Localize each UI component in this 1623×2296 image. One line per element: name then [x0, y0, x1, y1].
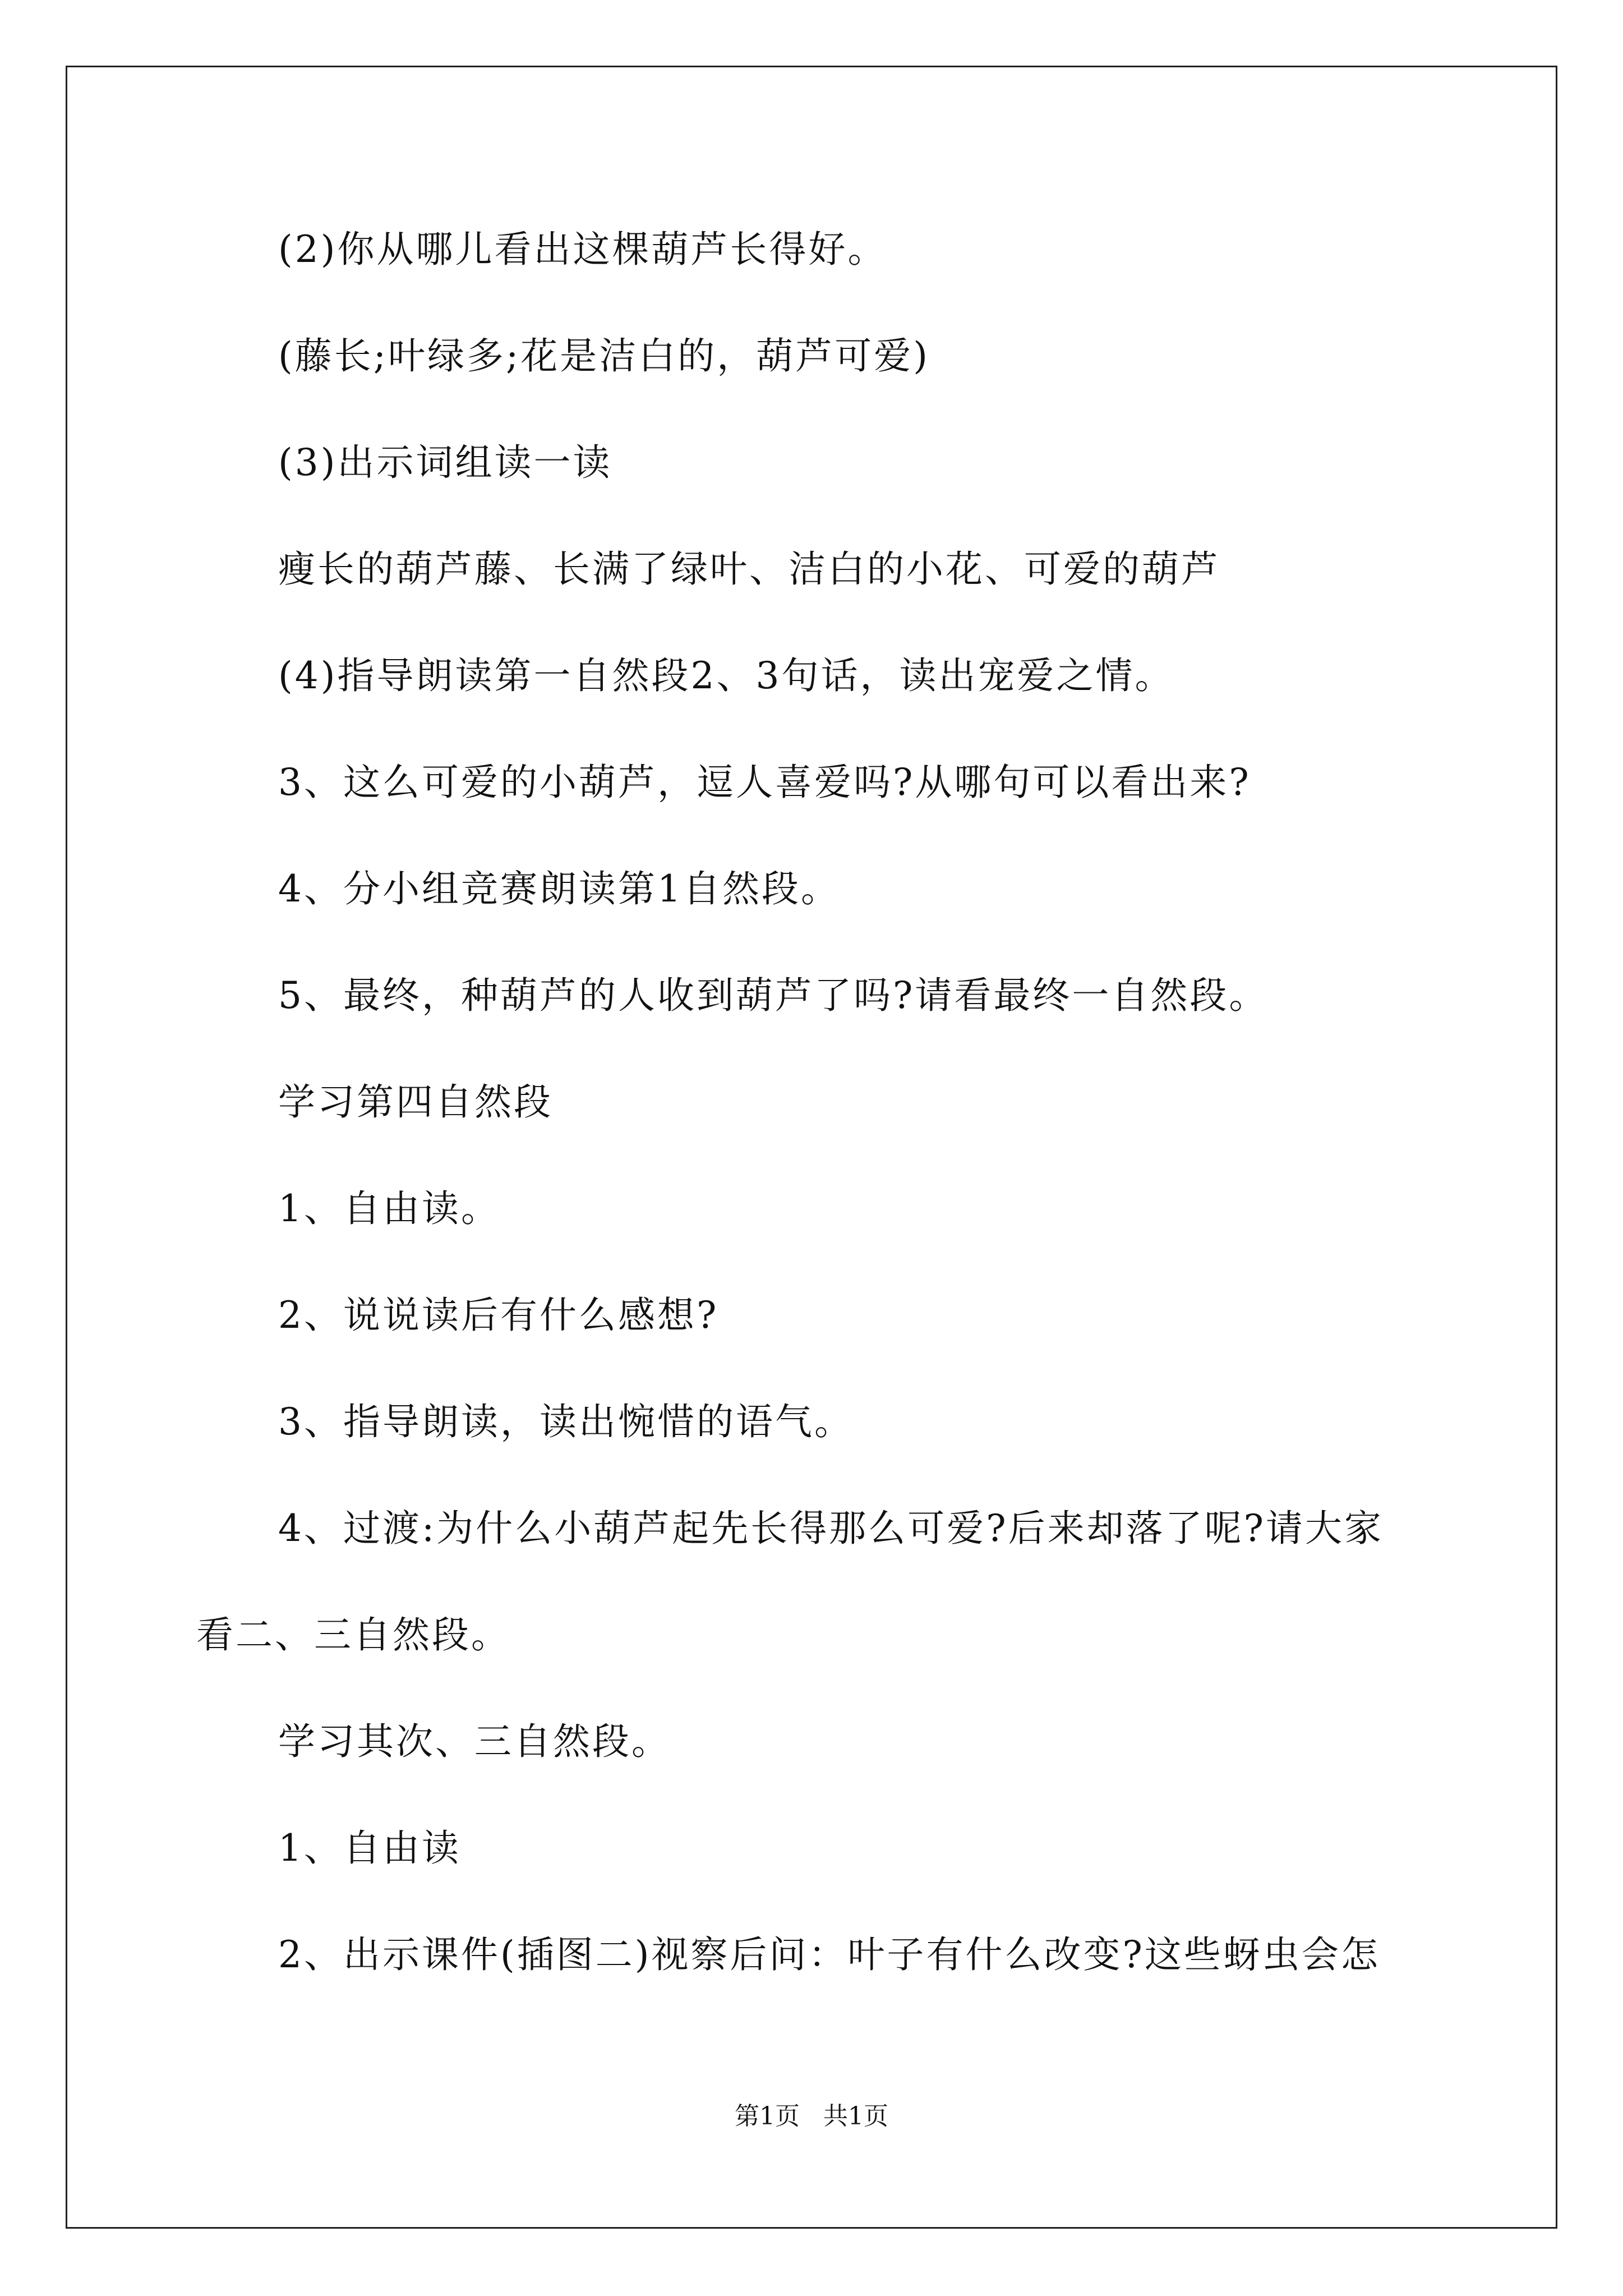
- text-line: 2、出示课件(插图二)视察后问：叶子有什么改变?这些蚜虫会怎: [278, 1933, 1380, 1976]
- text-line: 3、指导朗读，读出惋惜的语气。: [278, 1400, 854, 1443]
- text-line: 5、最终，种葫芦的人收到葫芦了吗?请看最终一自然段。: [278, 974, 1269, 1017]
- text-line: 1、自由读。: [278, 1187, 500, 1230]
- text-line: 1、自由读: [278, 1826, 461, 1870]
- text-line: 3、这么可爱的小葫芦，逗人喜爱吗?从哪句可以看出来?: [278, 761, 1251, 804]
- text-line: 4、分小组竞赛朗读第1自然段。: [278, 867, 840, 910]
- text-line: 瘦长的葫芦藤、长满了绿叶、洁白的小花、可爱的葫芦: [278, 547, 1220, 591]
- text-line: 2、说说读后有什么感想?: [278, 1294, 719, 1337]
- text-line: (3)出示词组读一读: [278, 441, 612, 484]
- section-heading: 学习第四自然段: [278, 1080, 553, 1124]
- text-line-continuation: 看二、三自然段。: [196, 1613, 510, 1657]
- text-line: (2)你从哪儿看出这棵葫芦长得好。: [278, 228, 887, 271]
- text-line: (藤长;叶绿多;花是洁白的，葫芦可爱): [278, 334, 930, 378]
- text-line: (4)指导朗读第一自然段2、3句话，读出宠爱之情。: [278, 654, 1174, 697]
- page-footer: 第1页 共1页: [735, 2102, 888, 2131]
- text-line: 4、过渡:为什么小葫芦起先长得那么可爱?后来却落了呢?请大家: [278, 1507, 1384, 1550]
- page-border: [66, 66, 1557, 2229]
- section-heading: 学习其次、三自然段。: [278, 1720, 671, 1763]
